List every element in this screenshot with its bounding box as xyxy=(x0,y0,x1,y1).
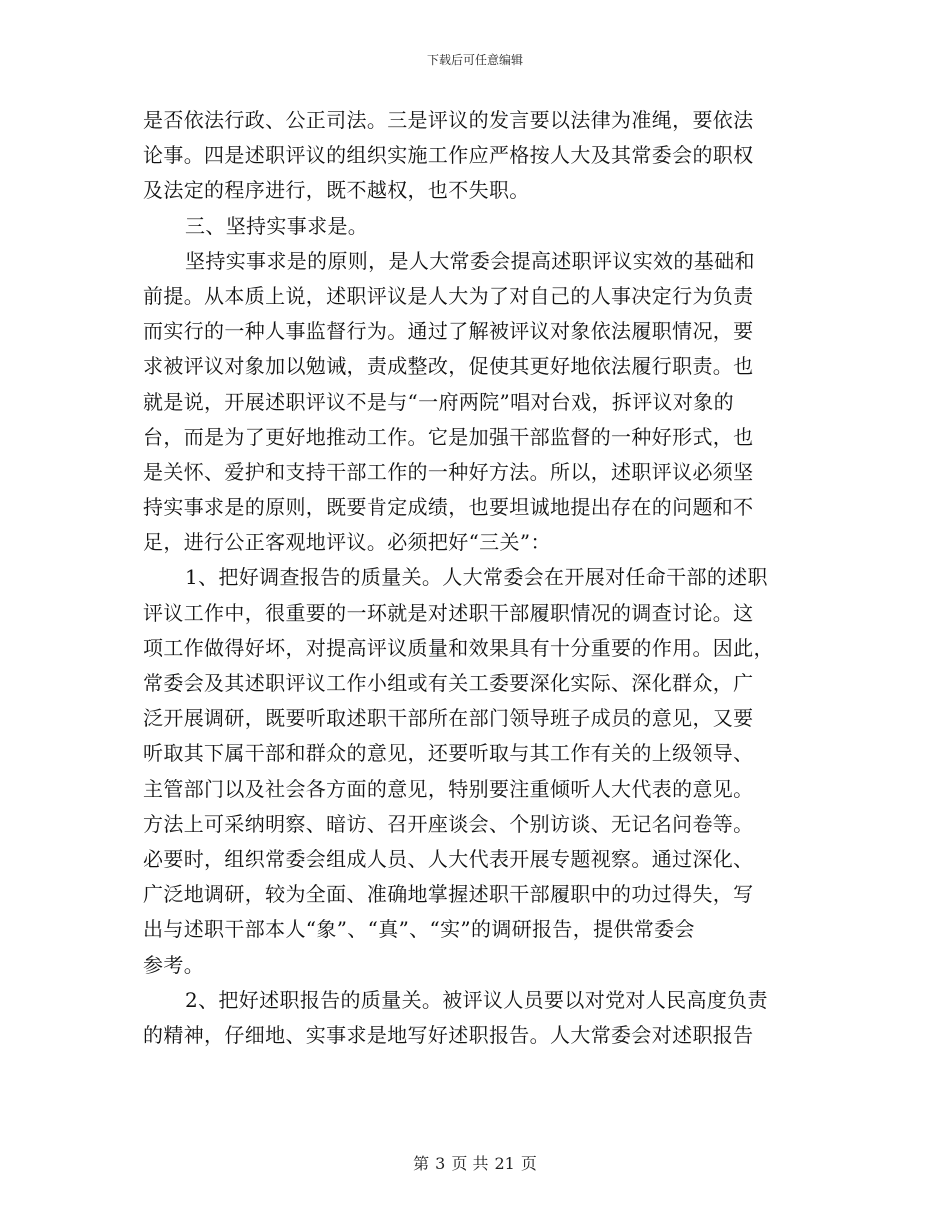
text-line: 必要时，组织常委会组成人员、人大代表开展专题视察。通过深化、 xyxy=(143,846,754,871)
text-line: 就是说，开展述职评议不是与“一府两院”唱对台戏，拆评议对象的 xyxy=(143,389,734,414)
text-line: 出与述职干部本人“象”、“真”、“实”的调研报告，提供常委会 xyxy=(143,917,695,942)
text-line: 前提。从本质上说，述职评议是人大为了对自己的人事决定行为负责 xyxy=(143,283,754,308)
text-line: 方法上可采纳明察、暗访、召开座谈会、个别访谈、无记名问卷等。 xyxy=(143,811,754,836)
text-line: 常委会及其述职评议工作小组或有关工委要深化实际、深化群众，广 xyxy=(143,671,754,695)
text-line: 听取其下属干部和群众的意见，还要听取与其工作有关的上级领导、 xyxy=(143,741,754,766)
section-heading: 三、坚持实事求是。 xyxy=(185,213,369,238)
text-line: 而实行的一种人事监督行为。通过了解被评议对象依法履职情况，要 xyxy=(143,319,754,344)
text-line: 是关怀、爱护和支持干部工作的一种好方法。所以，述职评议必须坚 xyxy=(143,459,754,484)
footer-middle: 页 共 xyxy=(451,1154,489,1173)
text-line: 坚持实事求是的原则，是人大常委会提高述职评议实效的基础和 xyxy=(185,248,755,273)
text-line: 台，而是为了更好地推动工作。它是加强干部监督的一种好形式，也 xyxy=(143,424,754,449)
page-number: 3 xyxy=(435,1154,446,1173)
text-line: 是否依法行政、公正司法。三是评议的发言要以法律为准绳，要依法 xyxy=(143,108,754,132)
text-line: 持实事求是的原则，既要肯定成绩，也要坦诚地提出存在的问题和不 xyxy=(143,495,754,520)
page-footer xyxy=(0,1153,950,1175)
text-line: 求被评议对象加以勉诫，责成整改，促使其更好地依法履行职责。也 xyxy=(143,354,754,379)
total-pages: 21 xyxy=(494,1154,515,1173)
text-line: 参考。 xyxy=(143,952,205,977)
footer-prefix: 第 xyxy=(413,1154,430,1173)
text-line: 足，进行公正客观地评议。必须把好“三关”： xyxy=(143,530,551,555)
text-line: 评议工作中，很重要的一环就是对述职干部履职情况的调查讨论。这 xyxy=(143,600,754,625)
text-line: 项工作做得好坏，对提高评议质量和效果具有十分重要的作用。因此， xyxy=(143,635,774,660)
text-line: 论事。四是述职评议的组织实施工作应严格按人大及其常委会的职权 xyxy=(143,143,754,168)
text-line: 及法定的程序进行，既不越权，也不失职。 xyxy=(143,178,530,203)
page-header: 下载后可任意编辑 xyxy=(426,53,523,67)
text-line: 的精神，仔细地、实事求是地写好述职报告。人大常委会对述职报告 xyxy=(143,1022,754,1047)
text-line: 2、把好述职报告的质量关。被评议人员要以对党对人民高度负责 xyxy=(185,987,768,1012)
text-line: 主管部门以及社会各方面的意见，特别要注重倾听人大代表的意见。 xyxy=(143,776,754,801)
document-body xyxy=(143,103,803,1053)
text-line: 1、把好调查报告的质量关。人大常委会在开展对任命干部的述职 xyxy=(185,565,768,590)
footer-suffix: 页 xyxy=(520,1154,537,1173)
text-line: 泛开展调研，既要听取述职干部所在部门领导班子成员的意见，又要 xyxy=(143,706,754,731)
text-line: 广泛地调研，较为全面、准确地掌握述职干部履职中的功过得失，写 xyxy=(143,882,754,907)
